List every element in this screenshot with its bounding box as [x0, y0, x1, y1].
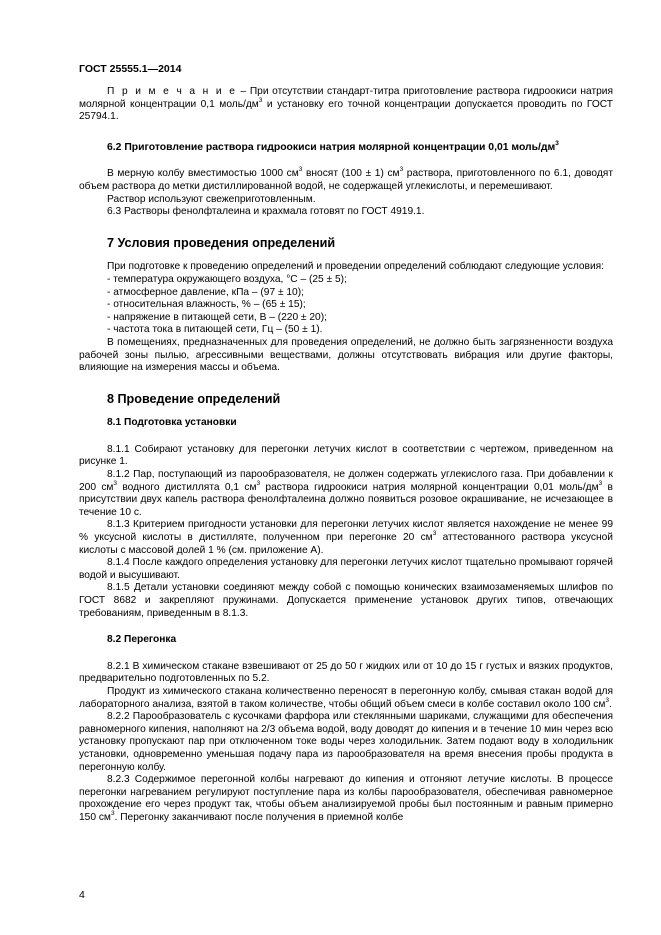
note-paragraph: П р и м е ч а н и е – При отсутствии стандарт-титра приготовление раствора гидроокиси натрия молярной концентрации 0,1 моль/$дм^3$ и установку его точной концентрации допускается проводить по ГОСТ 25794.1.	[79, 86, 614, 123]
condition-item: - температура окружающего воздуха, °С – (25 ± 5);	[107, 273, 347, 285]
condition-item: - относительная влажность, % – (65 ± 15);	[107, 299, 306, 311]
paragraph-8-1-3: 8.1.3 Критерием пригодности установки для перегонки летучих кислот является нахождение не менее 99 % уксусной кислоты в дистилляте, полученном при перегонке 20 $см^3$ аттестованного раствора уксусной кислоты с массовой долей 1 % (см. приложение А).	[79, 519, 613, 556]
paragraph-6-2: В мерную колбу вместимостью 1000 $см^3$ вносят (100 ± 1) $см^3$ раствора, приготовленного по 6.1, доводят объем раствора до метки дистиллированной водой, не содержащей углекислоты, и перемешивают.	[79, 166, 613, 192]
section-7-title: 7 Условия проведения определений	[107, 235, 336, 250]
section-8-title: 8 Проведение определений	[107, 391, 281, 406]
section-6-2-title: 6.2 Приготовление раствора гидроокиси натрия молярной концентрации 0,01 моль/$дм^3$	[107, 139, 559, 153]
section-7-outro: В помещениях, предназначенных для проведения определений, не должно быть загрязненности воздуха рабочей зоны пылью, агрессивными веществами, должны отсутствовать вибрация или другие факторы, влияющие на измерения массы и объема.	[79, 336, 613, 374]
section-8-1-title: 8.1 Подготовка установки	[107, 417, 237, 429]
paragraph-6-3: 6.3 Растворы фенолфталеина и крахмала готовят по ГОСТ 4919.1.	[107, 206, 425, 218]
condition-item: - атмосферное давление, кПа – (97 ± 10);	[107, 286, 304, 298]
section-7-intro: При подготовке к проведению определений и проведении определений соблюдают следующие условия:	[107, 261, 604, 273]
section-8-2-title: 8.2 Перегонка	[107, 634, 177, 646]
paragraph-8-1-4: 8.1.4 После каждого определения установку для перегонки летучих кислот тщательно промывают горячей водой и высушивают.	[79, 557, 613, 581]
paragraph-8-2-1-transfer: Продукт из химического стакана количественно переносят в перегонную колбу, смывая стакан водой для лабораторного анализа, взятой в таком количестве, чтобы общий объем смеси в колбе составил около 100 $см^3$.	[79, 685, 613, 710]
paragraph-8-1-1: 8.1.1 Собирают установку для перегонки летучих кислот в соответствии с чертежом, приведенном на рисунке 1.	[79, 443, 613, 468]
paragraph-8-1-2: 8.1.2 Пар, поступающий из парообразователя, не должен содержать углекислого газа. При добавлении к 200 $см^3$ водного дистиллята 0,1 $см^3$ раствора гидроокиси натрия молярной концентрации 0,01 моль/$дм^3$ в присутствии двух капель раствора фенолфталеина должно появиться розовое окрашивание, не исчезающее в течение 10 с.	[79, 469, 613, 518]
condition-item: - частота тока в питающей сети, Гц – (50 ± 1).	[107, 324, 323, 336]
page-number: 4	[79, 889, 85, 901]
note-label: П р и м е ч а н и е	[107, 86, 237, 97]
condition-item: - напряжение в питающей сети, В – (220 ± 20);	[107, 311, 327, 323]
document-header: ГОСТ 25555.1—2014	[79, 63, 182, 75]
page-content	[79, 86, 613, 825]
paragraph-8-2-1: 8.2.1 В химическом стакане взвешивают от 25 до 50 г жидких или от 10 до 15 г густых и вязких продуктов, предварительно подготовленных по 5.2.	[79, 660, 613, 685]
paragraph-8-2-2: 8.2.2 Парообразователь с кусочками фарфора или стеклянными шариками, служащими для обеспечения равномерного кипения, наполняют на 2/3 объема водой, воду доводят до кипения и в течение 10 мин через всю установку пропускают пар при отключенном токе воды через холодильник. Затем подают воду в холодильник установки, одновременно уменьшая подачу пара из парообразователя на время внесения пробы продукта в перегонную колбу.	[79, 711, 613, 773]
paragraph-6-2-fresh: Раствор используют свежеприготовленным.	[107, 193, 316, 205]
paragraph-8-1-5: 8.1.5 Детали установки соединяют между собой с помощью конических взаимозаменяемых шлифов по ГОСТ 8682 и закрепляют пружинами. Допускается применение установок других типов, отвечающих требованиям, приведенным в 8.1.3.	[79, 582, 613, 619]
paragraph-8-2-3: 8.2.3 Содержимое перегонной колбы нагревают до кипения и отгоняют летучие кислоты. В процессе перегонки нагреванием регулируют поступление пара из колбы парообразователя, обеспечивая равномерное прохождение его через продукт так, чтобы объем анализируемой пробы был постоянным и равным примерно 150 $см^3$. Перегонку заканчивают после получения в приемной колбе	[79, 774, 613, 823]
